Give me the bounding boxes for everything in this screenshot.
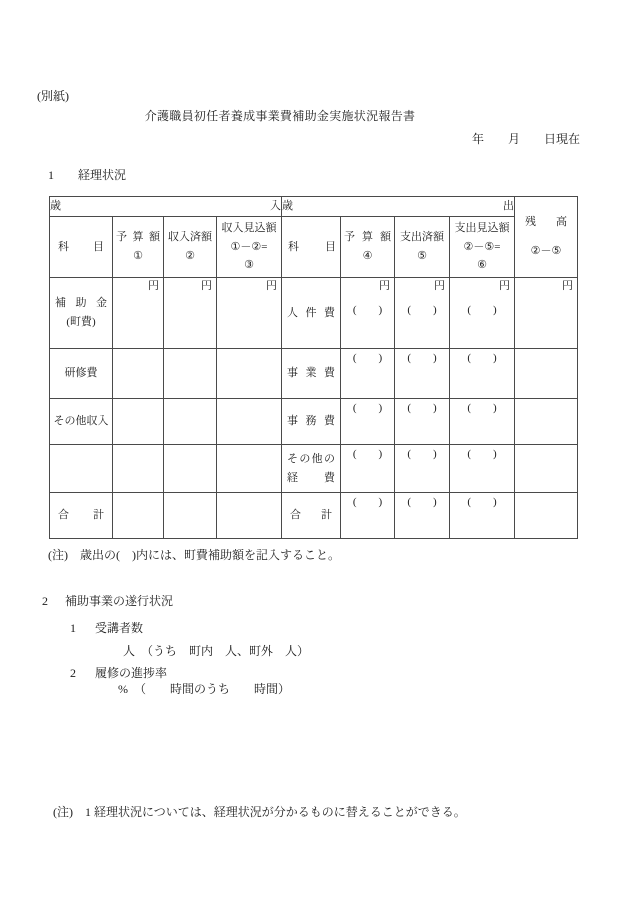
unit-label: 円 <box>379 280 390 292</box>
rev-expected-num: ③ <box>244 259 254 272</box>
exp-paid-num: ⑤ <box>417 250 427 262</box>
column-header-exp-expected <box>450 217 515 278</box>
column-header-rev-subject <box>50 217 113 278</box>
amount-cell <box>395 278 450 349</box>
balance-cell <box>515 399 578 445</box>
table-note: (注) 歳出の( )内には、町費補助額を記入すること。 <box>48 548 340 562</box>
rev-subject-cell <box>50 399 113 445</box>
unit-label: 円 <box>562 280 573 292</box>
amount-cell <box>113 278 164 349</box>
row-label: 補助金 <box>55 297 107 310</box>
row-label: その他の <box>287 452 335 465</box>
section-1-heading <box>48 166 126 183</box>
paren-blank: ( ) <box>467 352 497 364</box>
row-label: 経費 <box>287 471 335 484</box>
row-label: 合計 <box>58 509 104 522</box>
amount-cell <box>164 399 217 445</box>
unit-label: 円 <box>266 280 277 292</box>
amount-cell <box>341 445 395 493</box>
balance-cell <box>515 445 578 493</box>
item-1-number: 1 <box>70 621 76 635</box>
unit-label: 円 <box>201 280 212 292</box>
accounting-table <box>49 196 578 539</box>
row-label: 事業費 <box>287 367 335 380</box>
balance-label: 残高 <box>525 216 567 229</box>
amount-cell <box>395 399 450 445</box>
amount-cell <box>341 399 395 445</box>
date-line: 年 月 日現在 <box>472 132 581 146</box>
paren-blank: ( ) <box>352 496 383 508</box>
exp-expected-num: ⑥ <box>477 259 487 272</box>
page-title: 介護職員初任者養成事業費補助金実施状況報告書 <box>144 109 416 123</box>
exp-subject-cell <box>282 493 341 539</box>
unit-label: 円 <box>499 280 510 292</box>
exp-subject-cell <box>282 445 341 493</box>
row-label: 合計 <box>290 509 332 522</box>
paren-blank: ( ) <box>407 448 437 460</box>
paren-blank: ( ) <box>407 352 437 364</box>
amount-cell <box>217 399 282 445</box>
section-2-title: 補助事業の遂行状況 <box>65 594 174 608</box>
attachment-label: (別紙) <box>37 89 69 103</box>
item-1-title: 受講者数 <box>95 621 144 635</box>
rev-subject-cell <box>50 493 113 539</box>
amount-cell <box>164 493 217 539</box>
amount-cell <box>450 399 515 445</box>
balance-cell <box>515 349 578 399</box>
amount-cell <box>217 493 282 539</box>
amount-cell <box>395 493 450 539</box>
exp-expected-label: 支出見込額 <box>454 221 510 234</box>
unit-label: 円 <box>148 280 159 292</box>
column-header-rev-budget <box>113 217 164 278</box>
rev-received-label: 収入済額 <box>168 231 212 244</box>
row-label: その他収入 <box>53 415 109 428</box>
amount-cell <box>341 349 395 399</box>
item-2-title: 履修の進捗率 <box>95 666 168 680</box>
column-header-balance <box>515 197 578 278</box>
column-header-exp-paid <box>395 217 450 278</box>
column-header-exp-budget <box>341 217 395 278</box>
rev-subject-label: 科目 <box>58 240 104 253</box>
amount-cell <box>450 445 515 493</box>
amount-cell <box>217 349 282 399</box>
item-1-fill-line: 人 （うち 町内 人、町外 人） <box>123 644 310 658</box>
column-header-rev-expected <box>217 217 282 278</box>
exp-subject-cell <box>282 399 341 445</box>
table-row <box>50 445 578 493</box>
balance-cell <box>515 278 578 349</box>
amount-cell <box>217 278 282 349</box>
column-header-exp-subject <box>282 217 341 278</box>
section-2-number: 2 <box>42 594 48 608</box>
table-row <box>50 399 578 445</box>
item-2-heading <box>70 664 167 681</box>
amount-cell <box>164 445 217 493</box>
amount-cell <box>341 278 395 349</box>
amount-cell <box>395 445 450 493</box>
rev-subject-cell <box>50 278 113 349</box>
rev-budget-label: 予算額 <box>116 231 160 244</box>
section-1-number: 1 <box>48 168 54 182</box>
footer-note: (注) 1 経理状況については、経理状況が分かるものに替えることができる。 <box>53 805 466 819</box>
rev-budget-num: ① <box>133 250 143 262</box>
group-header-revenue: 歳入 <box>50 197 282 217</box>
paren-blank: ( ) <box>352 448 383 460</box>
group-header-expenditure: 歳出 <box>282 197 515 217</box>
amount-cell <box>217 445 282 493</box>
balance-cell <box>515 493 578 539</box>
amount-cell <box>113 493 164 539</box>
paren-blank: ( ) <box>467 402 497 414</box>
rev-subject-cell <box>50 445 113 493</box>
paren-blank: ( ) <box>467 496 497 508</box>
row-label: 事務費 <box>287 415 335 428</box>
amount-cell <box>113 399 164 445</box>
item-2-number: 2 <box>70 666 76 680</box>
amount-cell <box>113 349 164 399</box>
paren-blank: ( ) <box>407 304 437 317</box>
table-row <box>50 278 578 349</box>
amount-cell <box>450 493 515 539</box>
rev-subject-cell <box>50 349 113 399</box>
exp-subject-cell <box>282 349 341 399</box>
exp-budget-label: 予算額 <box>344 231 391 244</box>
balance-formula: ②－⑤ <box>530 245 562 257</box>
section-1-title: 経理状況 <box>78 168 127 182</box>
exp-subject-label: 科目 <box>288 240 336 253</box>
rev-received-num: ② <box>185 250 195 262</box>
row-label: 人件費 <box>287 306 335 319</box>
column-header-rev-received <box>164 217 217 278</box>
rev-expected-formula: ①－②= <box>230 240 268 253</box>
paren-blank: ( ) <box>352 352 383 364</box>
exp-subject-cell <box>282 278 341 349</box>
amount-cell <box>164 278 217 349</box>
exp-expected-formula: ②－⑤= <box>463 240 501 253</box>
paren-blank: ( ) <box>352 402 383 414</box>
item-1-heading <box>70 619 143 636</box>
amount-cell <box>450 278 515 349</box>
amount-cell <box>341 493 395 539</box>
row-label: 研修費 <box>64 367 98 380</box>
exp-budget-num: ④ <box>362 250 373 262</box>
paren-blank: ( ) <box>407 496 437 508</box>
paren-blank: ( ) <box>352 304 383 317</box>
amount-cell <box>113 445 164 493</box>
paren-blank: ( ) <box>467 448 497 460</box>
amount-cell <box>164 349 217 399</box>
item-2-fill-line: % （ 時間のうち 時間） <box>118 682 290 696</box>
exp-paid-label: 支出済額 <box>400 231 444 244</box>
rev-expected-label: 収入見込額 <box>221 221 277 234</box>
table-row <box>50 349 578 399</box>
table-row <box>50 493 578 539</box>
paren-blank: ( ) <box>467 304 497 317</box>
row-sublabel: (町費) <box>66 316 96 328</box>
paren-blank: ( ) <box>407 402 437 414</box>
unit-label: 円 <box>434 280 445 292</box>
section-2-heading <box>42 592 173 609</box>
amount-cell <box>450 349 515 399</box>
amount-cell <box>395 349 450 399</box>
